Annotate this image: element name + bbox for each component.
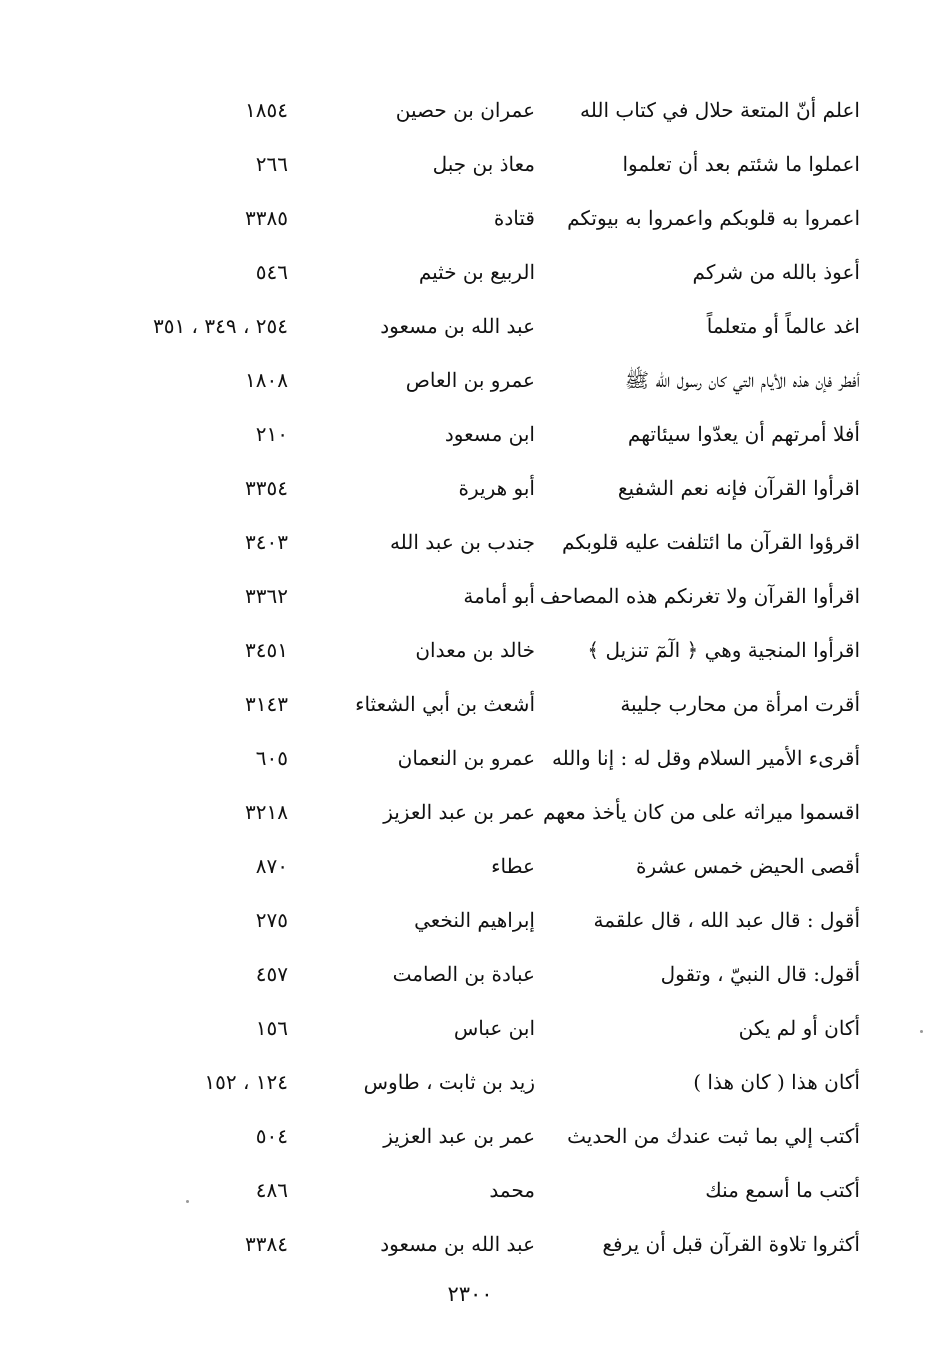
index-row: [0, 1054, 940, 1108]
index-row: [0, 730, 940, 784]
reference-number: ٥٠٤: [255, 1124, 288, 1148]
reference-number: ٣٢١٨: [245, 800, 288, 824]
reference-number: ٣١٤٣: [245, 692, 288, 716]
athar-text: اقرأوا القرآن ولا تغرنكم هذه المصاحف: [539, 584, 860, 608]
reference-number: ٨٧٠: [255, 854, 288, 878]
athar-text: أفلا أمرتهم أن يعدّوا سيئاتهم: [627, 422, 860, 446]
narrator-name: عمرو بن النعمان: [397, 746, 535, 770]
athar-text: أفطر فإن هذه الأيام التي كان رسول الله ﷺ: [624, 368, 860, 392]
reference-number: ١٨٠٨: [245, 368, 288, 392]
reference-number: ٤٨٦: [255, 1178, 288, 1202]
narrator-name: خالد بن معدان: [415, 638, 535, 662]
index-row: [0, 838, 940, 892]
index-row: [0, 136, 940, 190]
index-row: [0, 244, 940, 298]
athar-text: أكتب إلي بما ثبت عندك من الحديث: [567, 1124, 860, 1148]
narrator-name: أشعث بن أبي الشعثاء: [355, 692, 535, 716]
athar-text: اعلم أنّ المتعة حلال في كتاب الله: [580, 98, 860, 122]
reference-number: ١٨٥٤: [245, 98, 288, 122]
athar-text: اقرأوا المنجية وهي ﴿ الٓمٓ تنزيل ﴾: [587, 638, 860, 662]
athar-text: اغد عالماً أو متعلماً: [706, 314, 860, 338]
index-row: [0, 946, 940, 1000]
narrator-name: عمر بن عبد العزيز: [383, 800, 535, 824]
athar-text: أقرت امرأة من محارب جليبة: [620, 692, 860, 716]
athar-text: أقول : قال عبد الله ، قال علقمة: [593, 908, 860, 932]
reference-number: ٣٣٦٢: [245, 584, 288, 608]
index-row: [0, 190, 940, 244]
narrator-name: عطاء: [491, 854, 535, 878]
index-row: [0, 676, 940, 730]
index-row: [0, 892, 940, 946]
index-row: [0, 82, 940, 136]
reference-number: ٦٠٥: [255, 746, 288, 770]
narrator-name: قتادة: [493, 206, 535, 230]
athar-text: أكان هذا ( كان هذا ): [693, 1070, 860, 1094]
index-row: [0, 1108, 940, 1162]
athar-text: أكان أو لم يكن: [738, 1016, 860, 1040]
athar-text: أقرىء الأمير السلام وقل له : إنا والله: [551, 746, 860, 770]
reference-number: ٣٣٥٤: [245, 476, 288, 500]
index-row: [0, 1000, 940, 1054]
reference-number: ٣٣٨٤: [245, 1232, 288, 1256]
athar-text: اعمروا به قلوبكم واعمروا به بيوتكم: [567, 206, 860, 230]
scan-speck: [920, 1030, 923, 1033]
athar-text: أكثروا تلاوة القرآن قبل أن يرفع: [602, 1232, 860, 1256]
index-row: [0, 514, 940, 568]
narrator-name: عبد الله بن مسعود: [380, 314, 535, 338]
reference-number: ٢١٠: [255, 422, 288, 446]
index-row: [0, 622, 940, 676]
index-row: [0, 460, 940, 514]
reference-number: ٣٤٠٣: [245, 530, 288, 554]
reference-number: ٥٤٦: [255, 260, 288, 284]
narrator-name: معاذ بن جبل: [432, 152, 535, 176]
index-row: [0, 784, 940, 838]
athar-text: اعملوا ما شئتم بعد أن تعلموا: [622, 152, 860, 176]
narrator-name: ابن مسعود: [444, 422, 535, 446]
narrator-name: ابن عباس: [453, 1016, 535, 1040]
athar-text: اقرأوا القرآن فإنه نعم الشفيع: [617, 476, 860, 500]
reference-number: ٤٥٧: [255, 962, 288, 986]
athar-index-table: [0, 82, 940, 1270]
reference-number: ٢٧٥: [255, 908, 288, 932]
narrator-name: أبو هريرة: [458, 476, 535, 500]
narrator-name: عمرو بن العاص: [405, 368, 535, 392]
reference-number: ١٢٤ ، ١٥٢: [204, 1070, 288, 1094]
narrator-name: زيد بن ثابت ، طاوس: [363, 1070, 535, 1094]
narrator-name: الربيع بن خثيم: [418, 260, 535, 284]
athar-text: أقصى الحيض خمس عشرة: [635, 854, 860, 878]
index-row: [0, 568, 940, 622]
reference-number: ٢٥٤ ، ٣٤٩ ، ٣٥١: [152, 314, 288, 338]
index-row: [0, 1216, 940, 1270]
narrator-name: عمر بن عبد العزيز: [383, 1124, 535, 1148]
reference-number: ٣٣٨٥: [245, 206, 288, 230]
athar-text: أقول: قال النبيّ ، وتقول: [660, 962, 860, 986]
index-row: [0, 352, 940, 406]
index-row: [0, 406, 940, 460]
athar-text: اقسموا ميراثه على من كان يأخذ معهم: [542, 800, 860, 824]
scan-speck: [186, 1200, 189, 1203]
athar-text: اقرؤوا القرآن ما ائتلفت عليه قلوبكم: [562, 530, 860, 554]
athar-text: أعوذ بالله من شركم: [692, 260, 860, 284]
narrator-name: أبو أمامة: [463, 584, 535, 608]
index-row: [0, 298, 940, 352]
narrator-name: إبراهيم النخعي: [414, 908, 535, 932]
athar-text: أكتب ما أسمع منك: [705, 1178, 860, 1202]
narrator-name: محمد: [489, 1178, 535, 1202]
index-row: [0, 1162, 940, 1216]
reference-number: ٢٦٦: [255, 152, 288, 176]
reference-number: ١٥٦: [255, 1016, 288, 1040]
narrator-name: عبد الله بن مسعود: [380, 1232, 535, 1256]
reference-number: ٣٤٥١: [245, 638, 288, 662]
narrator-name: عبادة بن الصامت: [392, 962, 535, 986]
page-number: ٢٣٠٠: [447, 1282, 493, 1306]
narrator-name: جندب بن عبد الله: [389, 530, 535, 554]
narrator-name: عمران بن حصين: [395, 98, 535, 122]
